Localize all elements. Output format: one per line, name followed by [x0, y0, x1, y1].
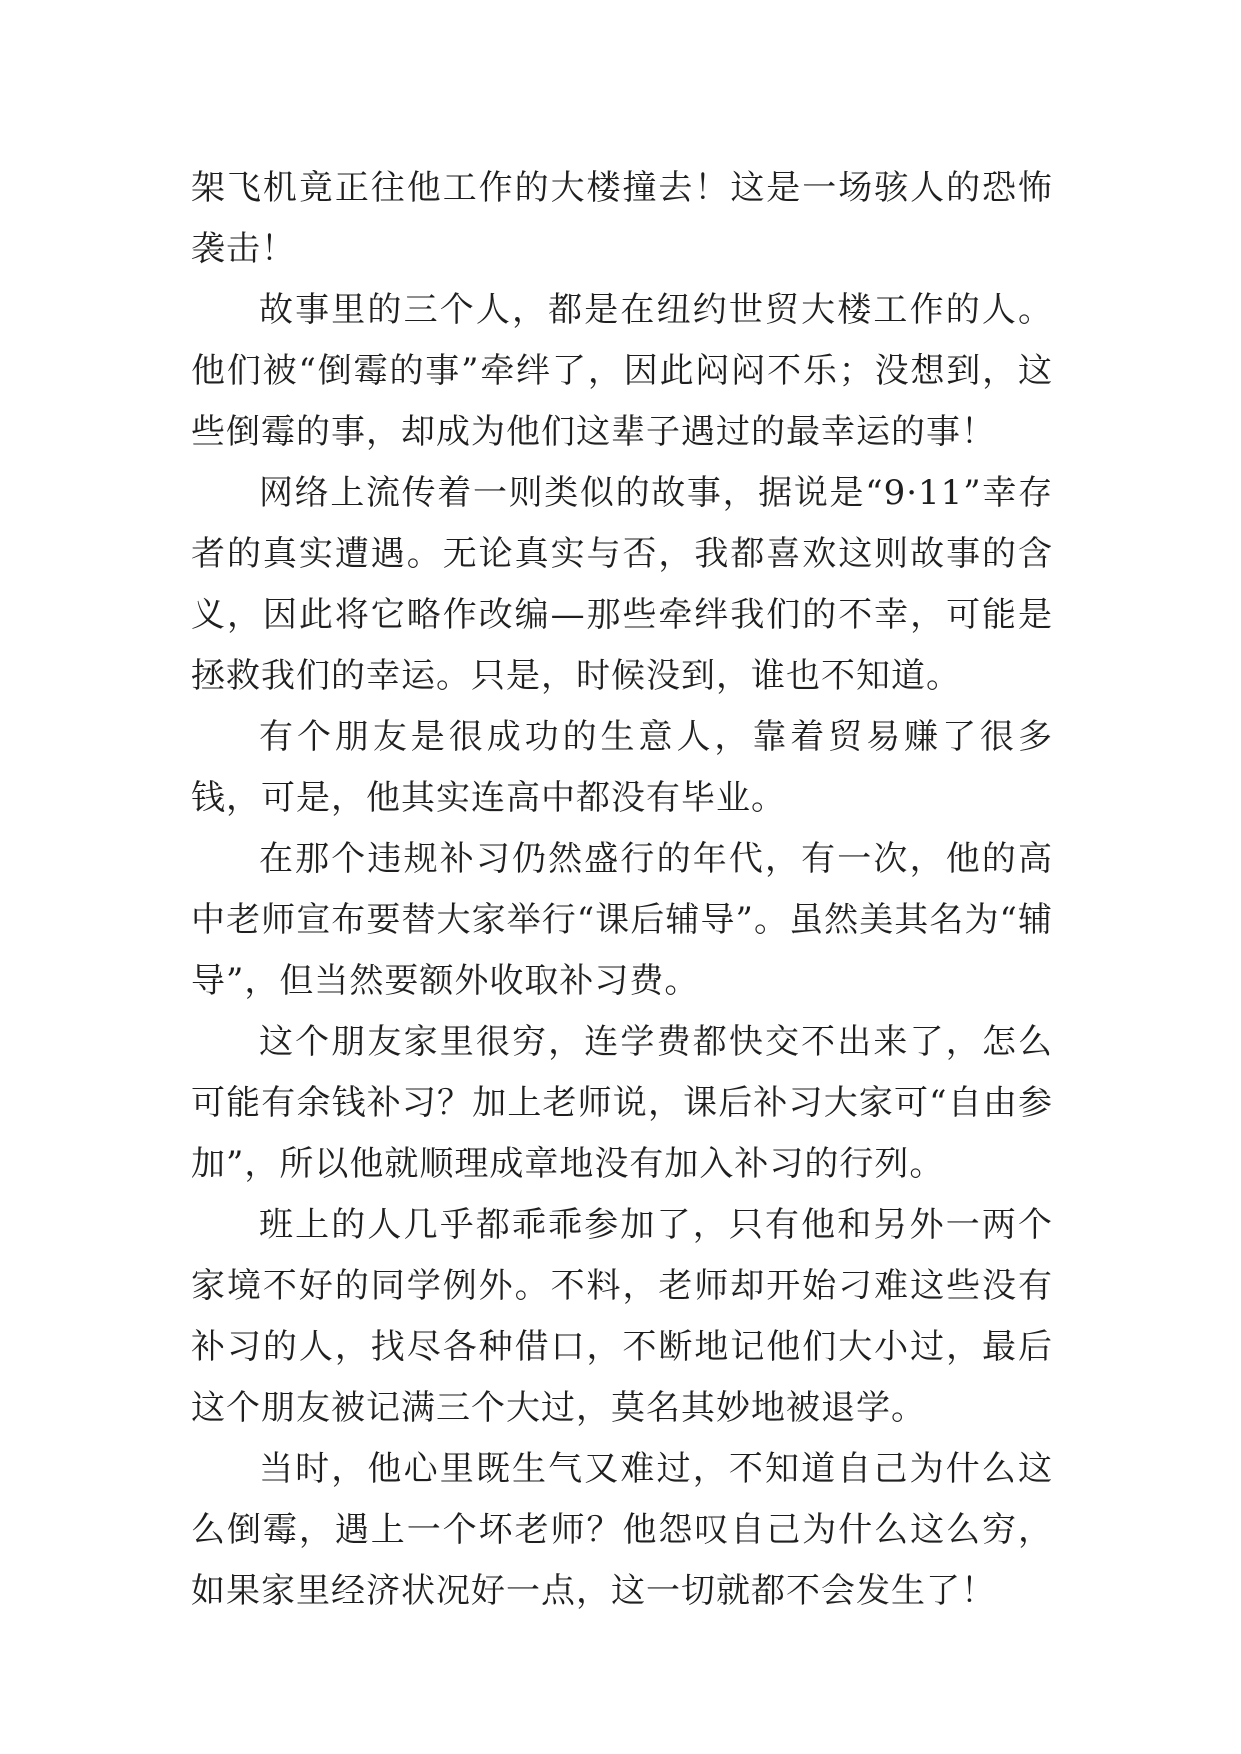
- paragraph-3: 网络上流传着一则类似的故事，据说是“9·11”幸存者的真实遭遇。无论真实与否，我都喜欢这则故事的含义，因此将它略作改编—那些牵绊我们的不幸，可能是拯救我们的幸运。只是，时候没到，谁也不知道。: [191, 473, 1053, 696]
- body-text: [191, 158, 1053, 1622]
- paragraph-7: 班上的人几乎都乖乖参加了，只有他和另外一两个家境不好的同学例外。不料，老师却开始刁难这些没有补习的人，找尽各种借口，不断地记他们大小过，最后这个朋友被记满三个大过，莫名其妙地被退学。: [191, 1205, 1053, 1428]
- paragraph-2: 故事里的三个人，都是在纽约世贸大楼工作的人。他们被“倒霉的事”牵绊了，因此闷闷不乐；没想到，这些倒霉的事，却成为他们这辈子遇过的最幸运的事！: [191, 290, 1053, 452]
- paragraph-6: 这个朋友家里很穷，连学费都快交不出来了，怎么可能有余钱补习？加上老师说，课后补习大家可“自由参加”，所以他就顺理成章地没有加入补习的行列。: [191, 1022, 1053, 1184]
- paragraph-8: 当时，他心里既生气又难过，不知道自己为什么这么倒霉，遇上一个坏老师？他怨叹自己为什么这么穷，如果家里经济状况好一点，这一切就都不会发生了！: [191, 1449, 1053, 1611]
- paragraph-1: 架飞机竟正往他工作的大楼撞去！这是一场骇人的恐怖袭击！: [191, 168, 1053, 269]
- paragraph-4: 有个朋友是很成功的生意人，靠着贸易赚了很多钱，可是，他其实连高中都没有毕业。: [191, 717, 1053, 818]
- paragraph-5: 在那个违规补习仍然盛行的年代，有一次，他的高中老师宣布要替大家举行“课后辅导”。虽然美其名为“辅导”，但当然要额外收取补习费。: [191, 839, 1053, 1001]
